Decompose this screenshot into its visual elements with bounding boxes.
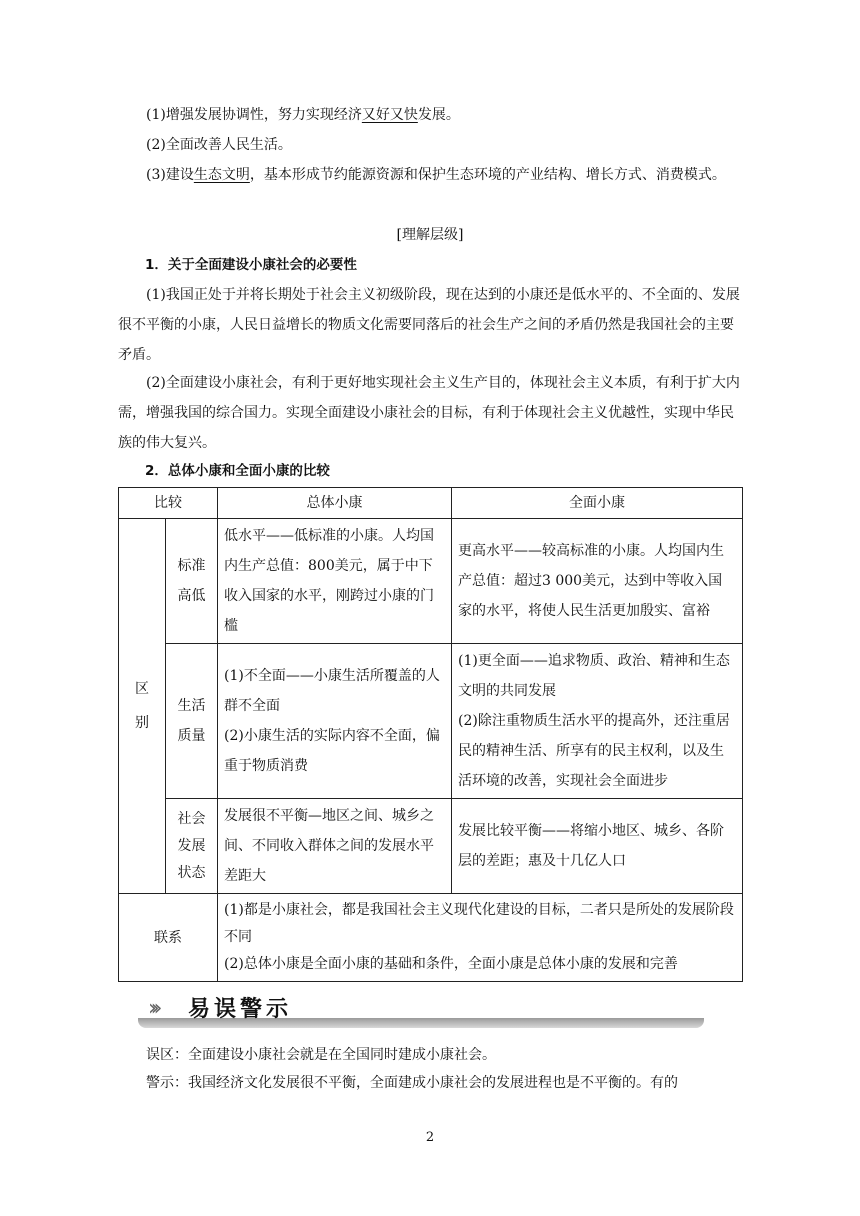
row-label: 标准高低 <box>166 519 218 644</box>
underlined-term: 又好又快 <box>361 107 418 123</box>
row-label: 社会发展状态 <box>166 799 218 894</box>
cell-link: (1)都是小康社会，都是我国社会主义现代化建设的目标，二者只是所处的发展阶段不同 (2)总体小康是全面小康的基础和条件，全面小康是总体小康的发展和完善 <box>218 894 743 982</box>
section-banner <box>138 990 704 1030</box>
section1-para2: (2)全面建设小康社会，有利于更好地实现社会主义生产目的，体现社会主义本质，有利于扩大内需，增强我国的综合国力。实现全面建设小康社会的目标，有利于体现社会主义优越性，实现中华民族的伟大复兴。 <box>118 375 740 451</box>
cell-overall: 低水平——低标准的小康。人均国内生产总值：800美元，属于中下收入国家的水平，刚跨过小康的门槛 <box>218 519 452 644</box>
warning-line-1: 误区：全面建设小康社会就是在全国同时建成小康社会。 <box>146 1047 496 1063</box>
page-number: 2 <box>425 1130 435 1145</box>
warning-line-2: 警示：我国经济文化发展很不平衡，全面建成小康社会的发展进程也是不平衡的。有的 <box>146 1075 678 1091</box>
cell-overall: 发展很不平衡—地区之间、城乡之间、不同收入群体之间的发展水平差距大 <box>218 799 452 894</box>
header-full: 全面小康 <box>452 488 743 519</box>
row-label: 生活质量 <box>166 644 218 799</box>
banner-title: 易误警示 <box>188 997 293 1022</box>
header-overall: 总体小康 <box>218 488 452 519</box>
header-compare: 比较 <box>119 488 218 519</box>
intro-line-3: (3)建设生态文明，基本形成节约能源资源和保护生态环境的产业结构、增长方式、消费模式。 <box>146 167 726 183</box>
table-row <box>119 894 743 982</box>
table-header-row <box>119 488 743 519</box>
cell-overall: (1)不全面——小康生活所覆盖的人群不全面 (2)小康生活的实际内容不全面，偏重于物质消费 <box>218 644 452 799</box>
chevrons-icon: ››› <box>148 996 157 1021</box>
comparison-table <box>118 487 743 982</box>
section1-para1: (1)我国正处于并将长期处于社会主义初级阶段，现在达到的小康还是低水平的、不全面的、发展很不平衡的小康，人民日益增长的物质文化需要同落后的社会生产之间的矛盾仍然是我国社会的主要矛盾。 <box>118 287 740 363</box>
cell-full: (1)更全面——追求物质、政治、精神和生态文明的共同发展 (2)除注重物质生活水平的提高外，还注重居民的精神生活、所享有的民主权利，以及生活环境的改善，实现社会全面进步 <box>452 644 743 799</box>
link-label: 联系 <box>119 894 218 982</box>
diff-label: 区别 <box>119 519 166 894</box>
level-heading: [理解层级] <box>396 227 464 243</box>
cell-full: 更高水平——较高标准的小康。人均国内生产总值：超过3 000美元，达到中等收入国家的水平，将使人民生活更加殷实、富裕 <box>452 519 743 644</box>
section2-heading: 2．总体小康和全面小康的比较 <box>145 463 330 479</box>
table-row <box>119 644 743 799</box>
underlined-term: 生态文明 <box>193 167 250 183</box>
intro-line-1: (1)增强发展协调性，努力实现经济又好又快发展。 <box>146 107 460 123</box>
cell-full: 发展比较平衡——将缩小地区、城乡、各阶层的差距；惠及十几亿人口 <box>452 799 743 894</box>
section1-heading: 1．关于全面建设小康社会的必要性 <box>145 257 357 273</box>
intro-line-2: (2)全面改善人民生活。 <box>146 137 292 153</box>
table-row <box>119 519 743 644</box>
table-row <box>119 799 743 894</box>
